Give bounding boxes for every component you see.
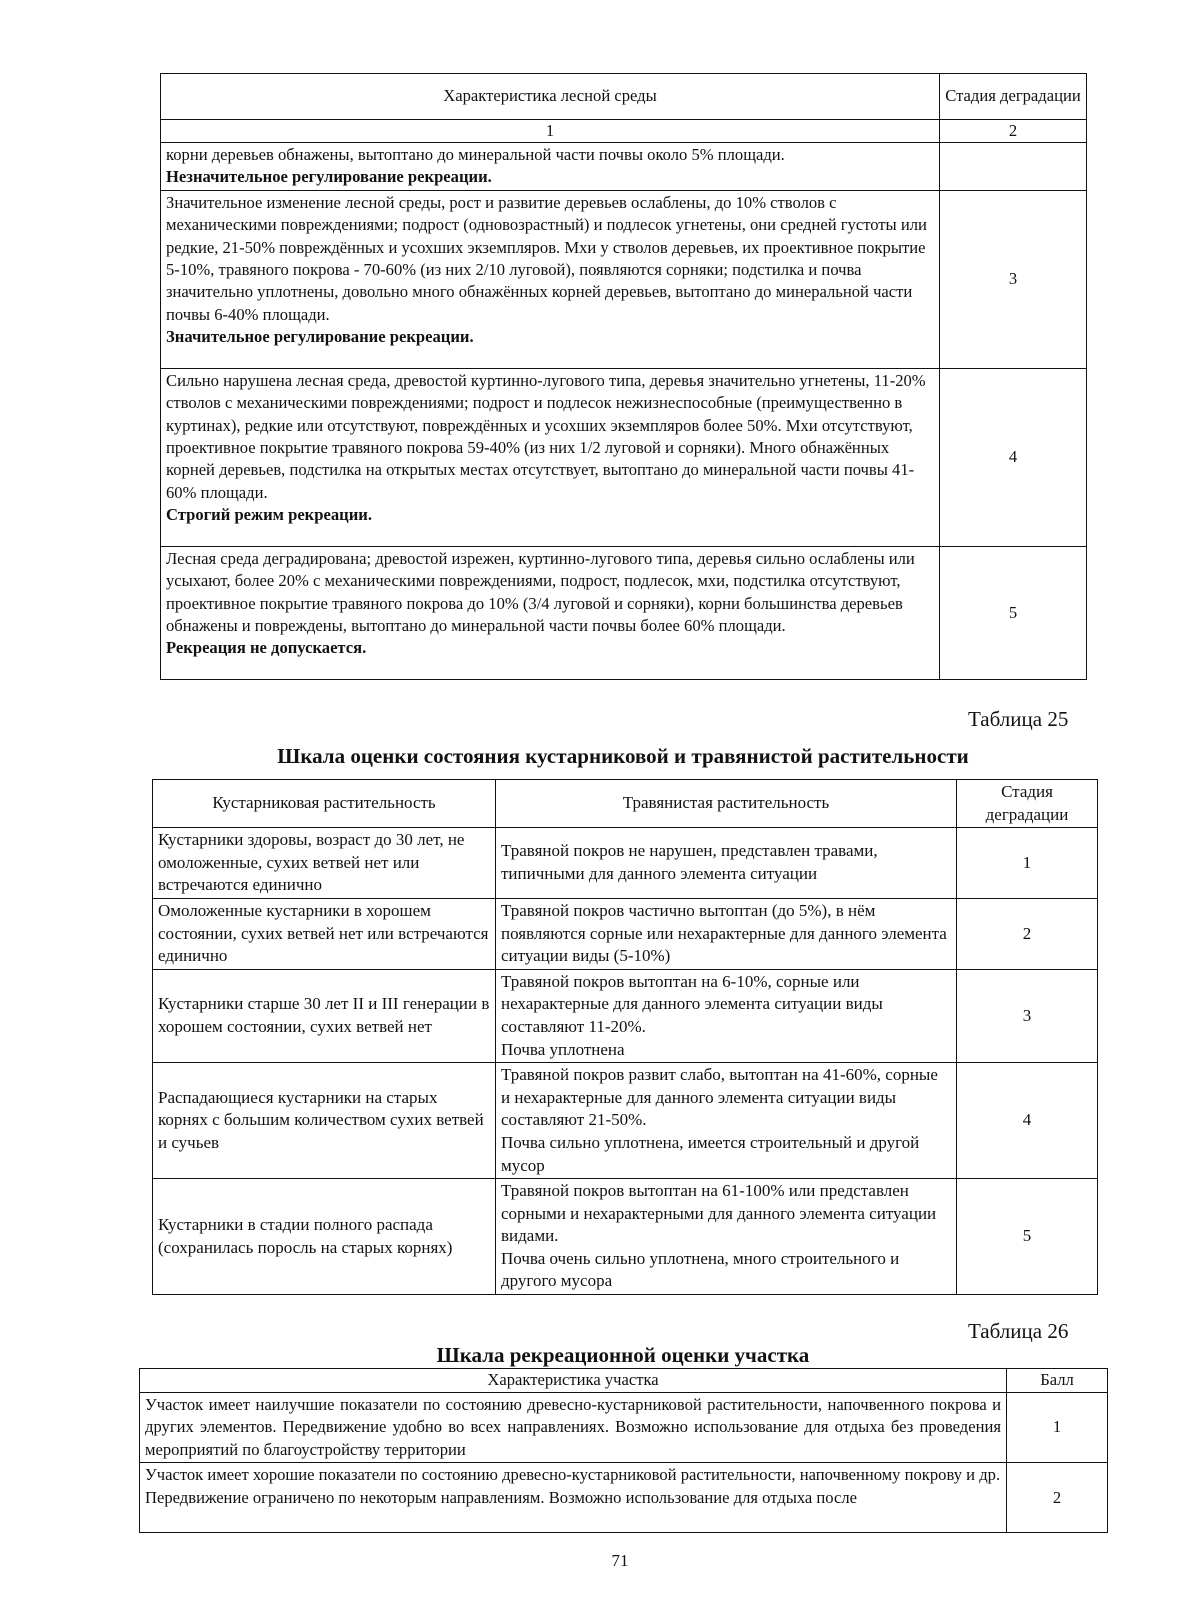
row-text: Лесная среда деградирована; древостой изрежен, куртинно-лугового типа, деревья сильно ослаблены или усыхают, более 20% с механическими повреждениями, подрост, подлесок, мхи, подстилка отсутствуют, проективное покрытие травяного покрова до 10% (3/4 луговой и сорняки), корни большинства деревьев обнажены и повреждены, вытоптано до минеральной части почвы более 60% площади.: [166, 548, 915, 636]
table-row: [153, 1063, 1098, 1179]
grass-cell: [496, 969, 957, 1062]
row-description: [161, 368, 940, 546]
grass-text: Травяной покров не нарушен, представлен травами, типичными для данного элемента ситуации: [501, 841, 878, 884]
stage-cell: 2: [957, 898, 1098, 969]
shrub-cell: Кустарники в стадии полного распада (сохранилась поросль на старых корнях): [153, 1179, 496, 1295]
row-description: [161, 190, 940, 368]
grass-cell: [496, 828, 957, 899]
soil-text: Почва сильно уплотнена, имеется строительный и другой мусор: [501, 1132, 920, 1175]
header-degradation-stage: Стадия деградации: [940, 74, 1087, 120]
table-25-label: Таблица 25: [968, 707, 1069, 731]
header-degradation-stage: Стадия деградации: [957, 780, 1098, 828]
row-recreation-regime: Рекреация не допускается.: [166, 638, 367, 658]
grass-text: Травяной покров вытоптан на 61-100% или представлен сорными и нехарактерными для данного элемента ситуации видами.: [501, 1181, 937, 1246]
grass-text: Травяной покров частично вытоптан (до 5%), в нём появляются сорные или нехарактерные для данного элемента ситуации виды (5-10%): [501, 900, 947, 966]
column-number-1: 1: [161, 120, 940, 143]
table-row: [153, 828, 1098, 899]
header-plot-characteristics: Характеристика участка: [140, 1369, 1007, 1393]
grass-text: Травяной покров вытоптан на 6-10%, сорные или нехарактерные для данного элемента ситуации виды составляют 11-20%.: [501, 971, 883, 1036]
row-stage: [940, 143, 1087, 191]
grass-cell: [496, 1063, 957, 1179]
soil-text: Почва очень сильно уплотнена, много строительного и другого мусора: [501, 1248, 900, 1291]
header-grass-vegetation: Травянистая растительность: [496, 780, 957, 828]
forest-degradation-table: [160, 73, 1087, 680]
soil-text: Почва уплотнена: [501, 1039, 625, 1059]
row-recreation-regime: Незначительное регулирование рекреации.: [166, 167, 492, 187]
row-description: [161, 143, 940, 191]
table-row: [140, 1392, 1108, 1463]
row-stage: 5: [940, 546, 1087, 679]
table-row: [161, 368, 1087, 546]
row-text: Значительное изменение лесной среды, рост и развитие деревьев ослаблены, до 10% стволов с механическими повреждениями; подрост (одновозрастный) и подлесок угнетены, они средней густоты или редкие, 21-50% повреждённых и усохших экземпляров. Мхи у стволов деревьев, их проективное покрытие 5-10%, травяного покрова - 70-60% (из них 2/10 луговой), появляются сорняки; подстилка и почва значительно уплотнены, довольно много обнажённых корней деревьев, вытоптано до минеральной части почвы 6-40% площади.: [166, 192, 927, 324]
header-forest-characteristics: Характеристика лесной среды: [161, 74, 940, 120]
grass-cell: [496, 1179, 957, 1295]
plot-description: [140, 1392, 1007, 1463]
row-text: корни деревьев обнажены, вытоптано до минеральной части почвы около 5% площади.: [166, 145, 785, 164]
grass-text: Травяной покров развит слабо, вытоптан на 41-60%, сорные и нехарактерные для данного элемента ситуации виды составляют 21-50%.: [501, 1065, 938, 1130]
table-row: [161, 190, 1087, 368]
shrub-cell: Распадающиеся кустарники на старых корнях с большим количеством сухих ветвей и сучьев: [153, 1063, 496, 1179]
row-recreation-regime: Строгий режим рекреации.: [166, 505, 372, 525]
header-shrub-vegetation: Кустарниковая растительность: [153, 780, 496, 828]
recreational-assessment-table: [139, 1368, 1108, 1533]
table-row: [140, 1463, 1108, 1533]
stage-cell: 1: [957, 828, 1098, 899]
stage-cell: 5: [957, 1179, 1098, 1295]
stage-cell: 4: [957, 1063, 1098, 1179]
stage-cell: 3: [957, 969, 1098, 1062]
column-number-2: 2: [940, 120, 1087, 143]
plot-text: Участок имеет хорошие показатели по состоянию древесно-кустарниковой растительности, напочвенному покрову и др.: [145, 1465, 1001, 1485]
row-description: [161, 546, 940, 679]
table-row: [153, 1179, 1098, 1295]
table-row: [161, 546, 1087, 679]
vegetation-state-table: [152, 779, 1098, 1295]
page-number: 71: [611, 1551, 629, 1570]
table-26-title: Шкала рекреационной оценки участка: [436, 1343, 810, 1367]
table-row: [153, 898, 1098, 969]
plot-text: Участок имеет наилучшие показатели по состоянию древесно-кустарниковой растительности, напочвенного покрова и других элементов. Передвижение удобно во всех направлениях. Возможно использование для отдыха без проведения мероприятий по благоустройству территории: [145, 1394, 1001, 1459]
row-stage: 4: [940, 368, 1087, 546]
plot-text-continued: Передвижение ограничено по некоторым направлениям. Возможно использование для отдыха после: [145, 1487, 858, 1507]
header-score: Балл: [1007, 1369, 1108, 1393]
shrub-cell: Кустарники старше 30 лет II и III генерации в хорошем состоянии, сухих ветвей нет: [153, 969, 496, 1062]
table-row: [153, 969, 1098, 1062]
shrub-cell: Омоложенные кустарники в хорошем состоянии, сухих ветвей нет или встречаются единично: [153, 898, 496, 969]
row-recreation-regime: Значительное регулирование рекреации.: [166, 327, 474, 347]
shrub-cell: Кустарники здоровы, возраст до 30 лет, не омоложенные, сухих ветвей нет или встречаются единично: [153, 828, 496, 899]
table-row: [161, 143, 1087, 191]
plot-description: [140, 1463, 1007, 1533]
table-26-label: Таблица 26: [968, 1319, 1069, 1343]
table-25-title: Шкала оценки состояния кустарниковой и травянистой растительности: [277, 744, 969, 768]
score-cell: 1: [1007, 1392, 1108, 1463]
grass-cell: [496, 898, 957, 969]
row-text: Сильно нарушена лесная среда, древостой куртинно-лугового типа, деревья значительно угнетены, 11-20% стволов с механическими повреждениями; подрост и подлесок нежизнеспособные (преимущественно в куртинах), редкие или отсутствуют, повреждённых и усохших экземпляров более 50%. Мхи отсутствуют, проективное покрытие травяного покрова 59-40% (из них 1/2 луговой и сорняки). Много обнажённых корней деревьев, подстилка на открытых местах отсутствует, вытоптано до минеральной части почвы 41-60% площади.: [166, 370, 926, 502]
row-stage: 3: [940, 190, 1087, 368]
score-cell: 2: [1007, 1463, 1108, 1533]
